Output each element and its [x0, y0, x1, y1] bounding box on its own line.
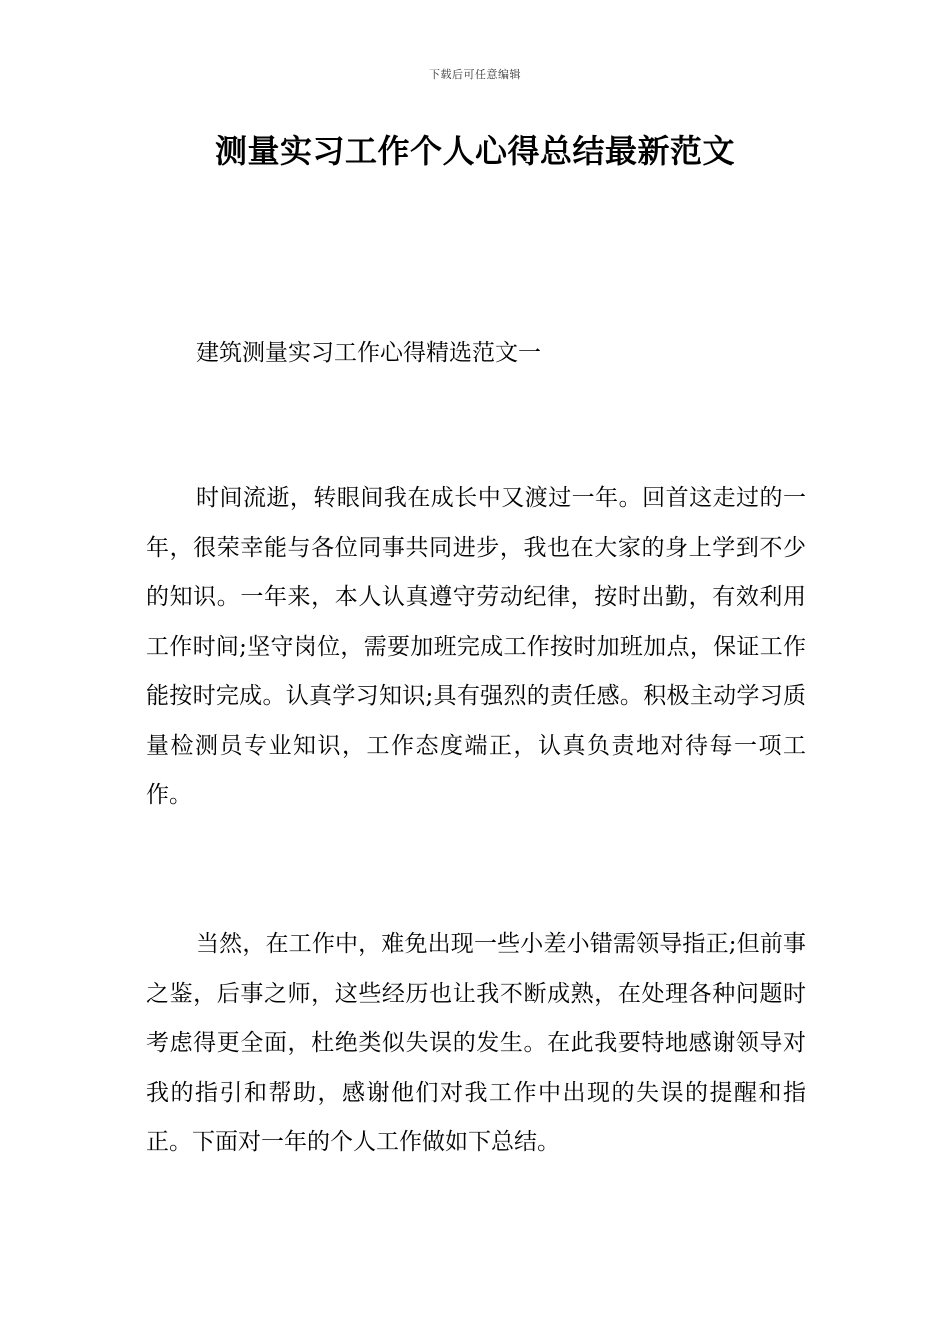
section-heading: 建筑测量实习工作心得精选范文一 [196, 340, 541, 366]
body-paragraph: 当然，在工作中，难免出现一些小差小错需领导指正;但前事之鉴，后事之师，这些经历也让我不断成熟，在处理各种问题时考虑得更全面，杜绝类似失误的发生。在此我要特地感谢领导对我的指引和帮助，感谢他们对我工作中出现的失误的提醒和指正。下面对一年的个人工作做如下总结。 [146, 931, 806, 1155]
body-paragraph: 时间流逝，转眼间我在成长中又渡过一年。回首这走过的一年，很荣幸能与各位同事共同进步，我也在大家的身上学到不少的知识。一年来，本人认真遵守劳动纪律，按时出勤，有效利用工作时间;坚守岗位，需要加班完成工作按时加班加点，保证工作能按时完成。认真学习知识;具有强烈的责任感。积极主动学习质量检测员专业知识，工作态度端正，认真负责地对待每一项工作。 [146, 485, 806, 808]
document-title: 测量实习工作个人心得总结最新范文 [214, 132, 735, 170]
header-note: 下载后可任意编辑 [429, 68, 521, 81]
